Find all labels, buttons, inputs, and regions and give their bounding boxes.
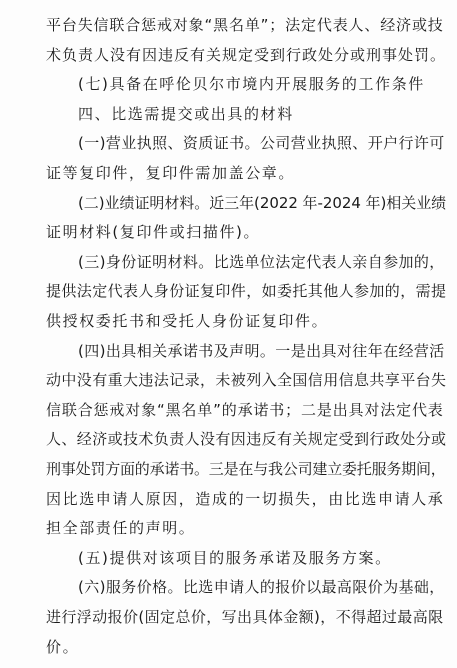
section-heading: (七)具备在呼伦贝尔市境内开展服务的工作条件 [78, 75, 425, 94]
text-line: 价。 [46, 637, 80, 656]
text-line: 供授权委托书和受托人身份证复印件。 [46, 312, 329, 330]
text-line: 动中没有重大违法记录，未被列入全国信用信息共享平台失 [46, 371, 447, 390]
text-line: (四)出具相关承诺书及声明。一是出具对往年在经营活 [78, 341, 445, 360]
text-line: 平台失信联合惩戒对象“黑名单”；法定代表人、经济或技 [46, 16, 444, 34]
text-line: 因比选申请人原因，造成的一切损失，由比选申请人承 [46, 489, 445, 508]
text-line: 证等复印件，复印件需加盖公章。 [46, 164, 296, 182]
text-line: (二)业绩证明材料。近三年(2022 年-2024 年)相关业绩 [78, 193, 447, 212]
text-line: 术负责人没有因违反有关规定受到行政处分或刑事处罚。 [46, 45, 447, 64]
text-line: 证明材料(复印件或扫描件)。 [46, 223, 261, 242]
text-line: 进行浮动报价(固定总价，写出具体金额)，不得超过最高限 [46, 608, 444, 626]
text-line: (一)营业执照、资质证书。公司营业执照、开户行许可 [78, 134, 445, 153]
text-line: 人、经济或技术负责人没有因违反有关规定受到行政处分或 [46, 430, 447, 449]
text-line: 提供法定代表人身份证复印件，如委托其他人参加的，需提 [46, 282, 447, 301]
text-line: 刑事处罚方面的承诺书。三是在与我公司建立委托服务期间， [46, 460, 446, 478]
text-line: 担全部责任的声明。 [46, 519, 196, 538]
text-line: 信联合惩戒对象“黑名单”的承诺书；二是出具对法定代表 [46, 400, 444, 419]
text-line: (三)身份证明材料。比选单位法定代表人亲自参加的， [78, 252, 445, 271]
section-heading: 四、比选需提交或出具的材料 [78, 104, 294, 123]
text-line: (五)提供对该项目的服务承诺及服务方案。 [78, 548, 392, 567]
text-line: (六)服务价格。比选申请人的报价以最高限价为基础， [78, 578, 445, 597]
